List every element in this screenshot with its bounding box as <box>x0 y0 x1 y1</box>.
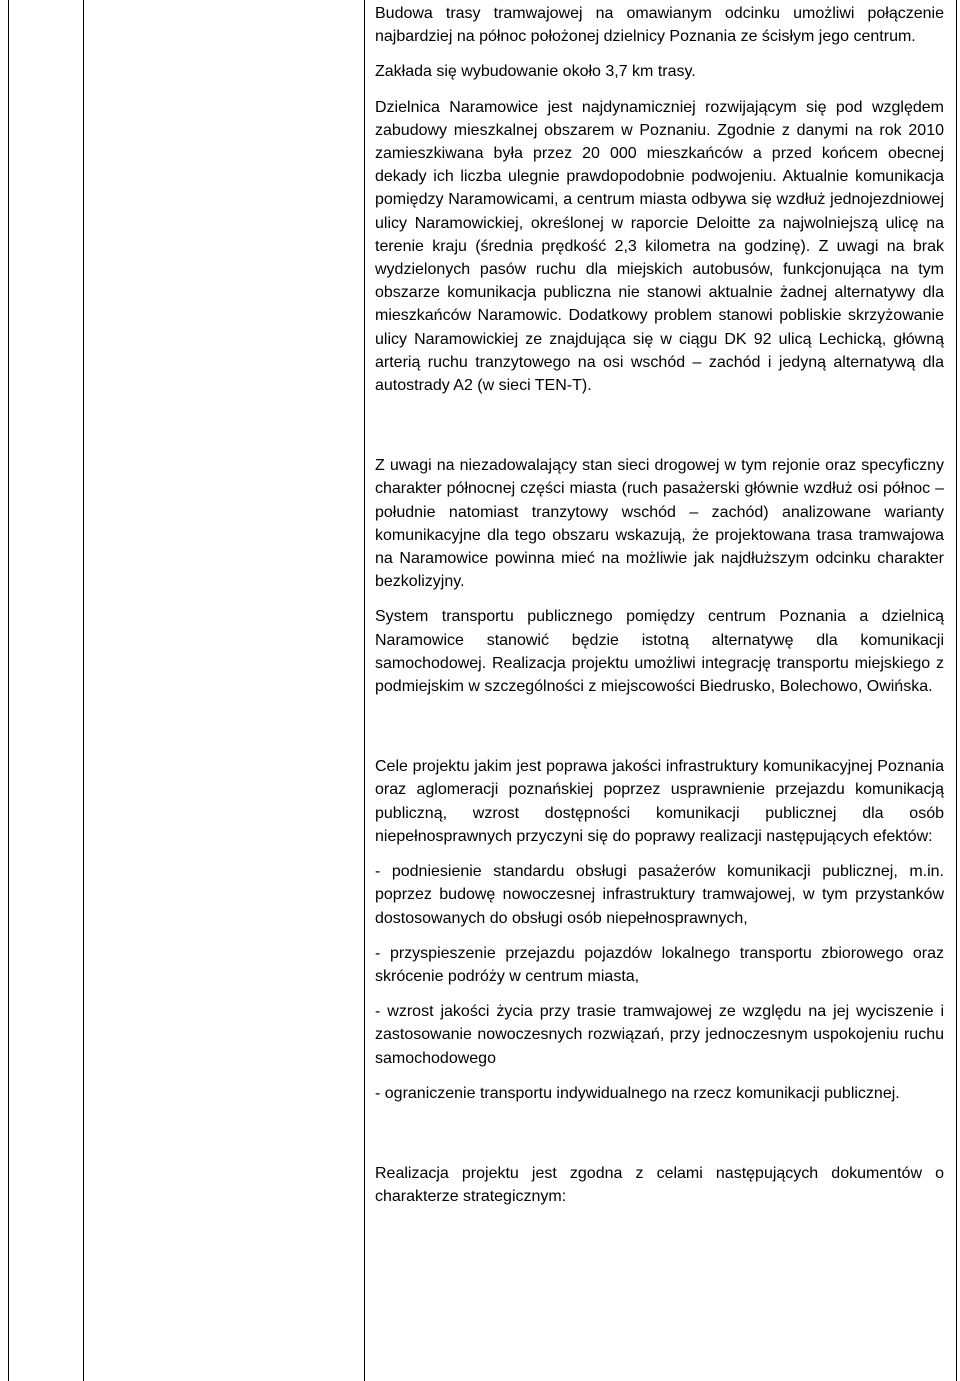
list-item: - ograniczenie transportu indywidualnego na rzecz komunikacji publicznej. <box>375 1084 900 1102</box>
table-border-left <box>8 0 9 1381</box>
paragraph: Cele projektu jakim jest poprawa jakości infrastruktury komunikacyjnej Poznania oraz aglomeracji poznańskiej poprzez usprawnienie przejazdu komunikacją publiczną, wzrost dostępności komunikacji publicznej dla osób niepełnosprawnych przyczyni się do poprawy realizacji następujących efektów: <box>375 758 944 845</box>
description-cell <box>375 2 944 1208</box>
paragraph: Z uwagi na niezadowalający stan sieci drogowej w tym rejonie oraz specyficzny charakter północnej części miasta (ruch pasażerski głównie wzdłuż osi północ – południe natomiast tranzytowy wschód – zachód) analizowane warianty komunikacyjne dla tego obszaru wskazują, że projektowana trasa tramwajowa na Naramowice powinna mieć na możliwie jak najdłuższym odcinku charakter bezkolizyjny. <box>375 457 944 591</box>
list-item: - przyspieszenie przejazdu pojazdów lokalnego transportu zbiorowego oraz skrócenie podróży w centrum miasta, <box>375 944 944 985</box>
paragraph: Budowa trasy tramwajowej na omawianym odcinku umożliwi połączenie najbardziej na północ położonej dzielnicy Poznania ze ścisłym jego centrum. <box>375 5 944 46</box>
paragraph: System transportu publicznego pomiędzy centrum Poznania a dzielnicą Naramowice stanowić będzie istotną alternatywę dla komunikacji samochodowej. Realizacja projektu umożliwi integrację transportu miejskiego z podmiejskim w szczególności z miejscowości Biedrusko, Bolechowo, Owińska. <box>375 608 944 696</box>
section-project-goals <box>375 755 944 1105</box>
table-column-divider <box>83 0 84 1381</box>
paragraph: Zakłada się wybudowanie około 3,7 km trasy. <box>375 63 696 81</box>
table-border-right <box>956 0 957 1381</box>
list-item: - podniesienie standardu obsługi pasażerów komunikacji publicznej, m.in. poprzez budowę nowoczesnej infrastruktury tramwajowej, w tym przystanków dostosowanych do obsługi osób niepełnosprawnych, <box>375 863 944 927</box>
section-strategic-documents <box>375 1162 944 1208</box>
list-item: - wzrost jakości życia przy trasie tramwajowej ze względu na jej wyciszenie i zastosowanie nowoczesnych rozwiązań, przy jednoczesnym uspokojeniu ruchu samochodowego <box>375 1003 944 1067</box>
table-column-divider <box>364 0 365 1381</box>
paragraph: Dzielnica Naramowice jest najdynamiczniej rozwijającym się pod względem zabudowy mieszkalnej obszarem w Poznaniu. Zgodnie z danymi na rok 2010 zamieszkiwana była przez 20 000 mieszkańców a przed końcem obecnej dekady ich liczba ulegnie prawdopodobnie podwojeniu. Aktualnie komunikacja pomiędzy Naramowicami, a centrum miasta odbywa się wzdłuż jednojezdniowej ulicy Naramowickiej, określonej w raporcie Deloitte za najwolniejszą ulicę na terenie kraju (średnia prędkość 2,3 kilometra na godzinę). Z uwagi na brak wydzielonych pasów ruchu dla miejskich autobusów, funkcjonująca na tym obszarze komunikacja publiczna nie stanowi aktualnie żadnej alternatywy dla mieszkańców Naramowic. Dodatkowy problem stanowi pobliskie skrzyżowanie ulicy Naramowickiej ze znajdująca się w ciągu DK 92 ulicą Lechicką, główną arterią ruchu tranzytowego na osi wschód – zachód i jedyną alternatywą dla autostrady A2 (w sieci TEN-T). <box>375 98 944 395</box>
section-route-description <box>375 2 944 397</box>
paragraph: Realizacja projektu jest zgodna z celami następujących dokumentów o charakterze strategicznym: <box>375 1164 944 1206</box>
section-justification <box>375 454 944 698</box>
